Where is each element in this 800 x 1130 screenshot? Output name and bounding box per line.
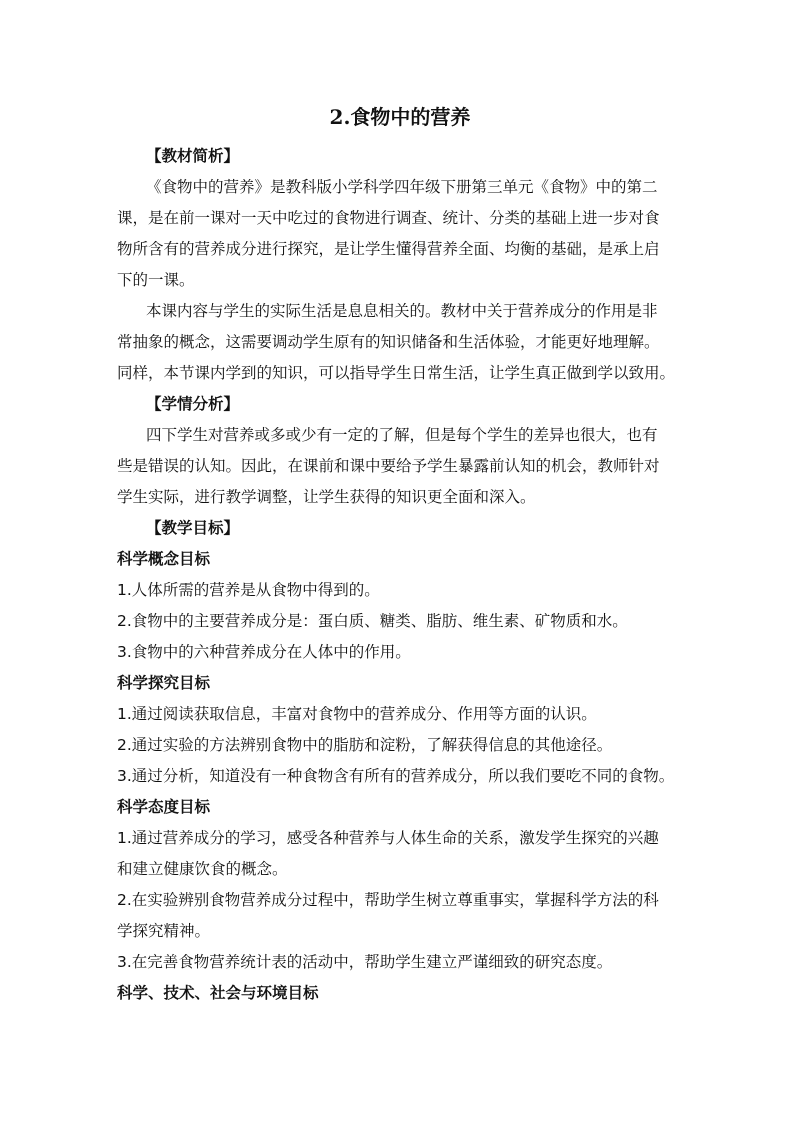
- inquiry-item-3: 3.通过分析，知道没有一种食物含有所有的营养成分，所以我们要吃不同的食物。: [117, 767, 675, 785]
- concept-item-1: 1.人体所需的营养是从食物中得到的。: [117, 581, 380, 599]
- goals-heading: 【教学目标】: [146, 519, 240, 537]
- attitude-item-1: 1.通过营养成分的学习，感受各种营养与人体生命的关系，激发学生探究的兴趣: [117, 829, 659, 847]
- analysis-line-3: 物所含有的营养成分进行探究，是让学生懂得营养全面、均衡的基础，是承上启: [117, 240, 660, 258]
- attitude-item-1-cont: 和建立健康饮食的概念。: [117, 860, 288, 878]
- inquiry-item-1: 1.通过阅读获取信息，丰富对食物中的营养成分、作用等方面的认识。: [117, 705, 597, 723]
- concept-heading: 科学概念目标: [117, 550, 211, 568]
- student-heading: 【学情分析】: [146, 395, 240, 413]
- student-line-2: 些是错误的认知。因此，在课前和课中要给予学生暴露前认知的机会，教师针对: [117, 457, 660, 475]
- inquiry-heading: 科学探究目标: [117, 674, 211, 692]
- analysis-line-1: 《食物中的营养》是教科版小学科学四年级下册第三单元《食物》中的第二: [146, 178, 658, 196]
- analysis-p2-line-1: 本课内容与学生的实际生活是息息相关的。教材中关于营养成分的作用是非: [146, 302, 658, 320]
- analysis-heading: 【教材简析】: [146, 147, 240, 165]
- inquiry-item-2: 2.通过实验的方法辨别食物中的脂肪和淀粉，了解获得信息的其他途径。: [117, 736, 613, 754]
- sts-heading: 科学、技术、社会与环境目标: [117, 984, 319, 1002]
- analysis-p2-line-2: 常抽象的概念，这需要调动学生原有的知识储备和生活体验，才能更好地理解。: [117, 333, 660, 351]
- attitude-item-3: 3.在完善食物营养统计表的活动中，帮助学生建立严谨细致的研究态度。: [117, 953, 613, 971]
- page-title: 2.食物中的营养: [329, 105, 471, 129]
- attitude-item-2: 2.在实验辨别食物营养成分过程中，帮助学生树立尊重事实，掌握科学方法的科: [117, 891, 659, 909]
- analysis-line-2: 课，是在前一课对一天中吃过的食物进行调查、统计、分类的基础上进一步对食: [117, 209, 660, 227]
- analysis-line-4: 下的一课。: [117, 271, 195, 289]
- concept-item-3: 3.食物中的六种营养成分在人体中的作用。: [117, 643, 411, 661]
- concept-item-2: 2.食物中的主要营养成分是：蛋白质、糖类、脂肪、维生素、矿物质和水。: [117, 612, 628, 630]
- student-line-3: 学生实际，进行教学调整，让学生获得的知识更全面和深入。: [117, 488, 536, 506]
- student-line-1: 四下学生对营养或多或少有一定的了解，但是每个学生的差异也很大，也有: [146, 426, 658, 444]
- attitude-heading: 科学态度目标: [117, 798, 211, 816]
- attitude-item-2-cont: 学探究精神。: [117, 922, 211, 940]
- analysis-p2-line-3: 同样，本节课内学到的知识，可以指导学生日常生活，让学生真正做到学以致用。: [117, 364, 676, 382]
